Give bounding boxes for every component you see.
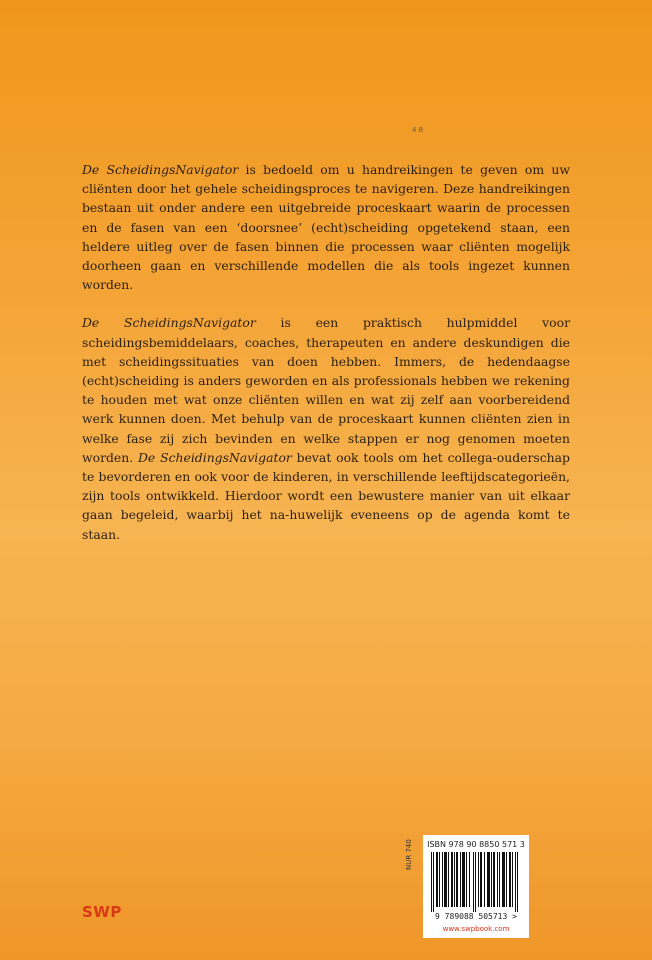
paragraph-text: is bedoeld om u handreikingen te geven om uw cliënten door het gehele scheidingsproces te navigeren. Deze handreikingen bestaan uit onder andere een uitgebreide proceskaart waarin de processen en de fasen van een ‘doorsnee’ (echt)scheiding opgetekend staan, een heldere uitleg over de fasen binnen die processen waar cliënten mogelijk doorheen gaan en verschillende modellen die als tools ingezet kunnen worden. [82, 162, 570, 293]
book-title: De ScheidingsNavigator [82, 162, 239, 177]
blurb-paragraph-1 [82, 160, 570, 294]
barcode-digits: 9 789088 505713 > [435, 912, 517, 921]
publisher-website: www.swpbook.com [442, 925, 510, 933]
paragraph-text: is een praktisch hulpmiddel voor scheidingsbemiddelaars, coaches, therapeuten en andere deskundigen die met scheidingssituaties van doen hebben. Immers, de hedendaagse (echt)scheiding is anders geworden en als professionals hebben we rekening te houden met wat onze cliënten willen en wat zij zelf aan voorbereidend werk kunnen doen. Met behulp van de proceskaart kunnen cliënten zien in welke fase zij zich bevinden en welke stappen er nog genomen moeten worden. [82, 315, 571, 465]
book-title: De ScheidingsNavigator [138, 449, 292, 465]
blurb-paragraph-2 [82, 313, 570, 543]
blurb-text [82, 160, 570, 563]
nur-code: NUR 740 [405, 839, 413, 870]
paragraph-text: bevat ook tools om het collega-ouderschap te bevorderen en ook voor de kinderen, in verschillende leeftijdscategorieën, zijn tools ontwikkeld. Hierdoor wordt een bewustere manier van uit elkaar gaan begeleid, waarbij het na-huwelijk eveneens op de agenda komt te staan. [82, 449, 570, 542]
isbn-label: ISBN 978 90 8850 571 3 [427, 840, 525, 849]
publisher-logo: SWP [82, 903, 122, 921]
barcode-image [429, 852, 523, 912]
printer-mark: 4 8 [412, 126, 424, 134]
barcode-area [423, 835, 529, 938]
book-title: De ScheidingsNavigator [82, 315, 256, 331]
